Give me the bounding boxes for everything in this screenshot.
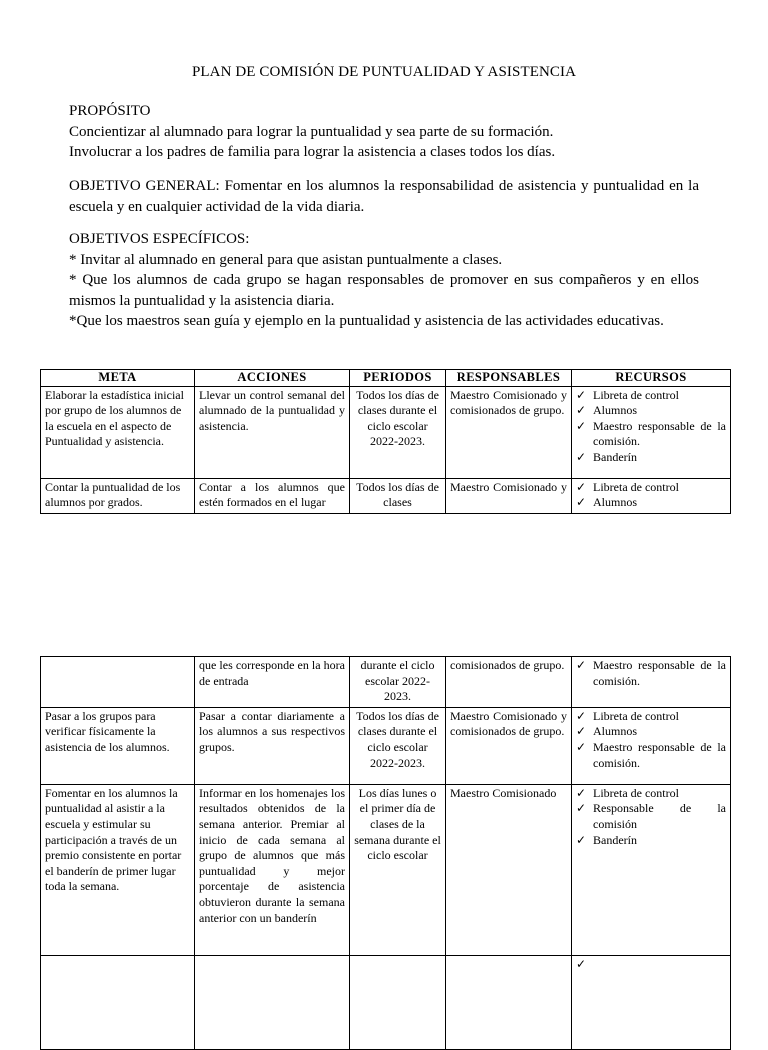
objetivo-especifico-2: * Que los alumnos de cada grupo se hagan responsables de promover en sus compañeros y en ellos mismos la puntualidad y la asistencia diaria.: [69, 272, 699, 309]
recurso-text: Libreta de control: [593, 708, 679, 723]
recurso-text: Libreta de control: [593, 387, 679, 402]
cell-acciones: que les corresponde en la hora de entrada: [195, 657, 350, 708]
cell-acciones: Informar en los homenajes los resultados obtenidos de la semana anterior. Premiar al inicio de cada semana al grupo de alumnos que más puntualidad y mejor porcentaje de asistencia obtuvieron durante la semana anterior con un banderín: [195, 784, 350, 955]
plan-table-page-1: [40, 369, 731, 514]
cell-recursos: [572, 955, 731, 1049]
recurso-item: [576, 495, 726, 511]
proposito-line-2: Involucrar a los padres de familia para lograr la asistencia a clases todos los días.: [69, 144, 556, 160]
document-title: PLAN DE COMISIÓN DE PUNTUALIDAD Y ASISTENCIA: [191, 64, 577, 80]
plan-table-page-2: [40, 656, 731, 1050]
cell-meta: Contar la puntualidad de los alumnos por grados.: [41, 478, 195, 513]
check-icon: ✓: [576, 658, 587, 672]
recursos-list: [576, 786, 726, 848]
cell-responsables: [446, 955, 572, 1049]
cell-acciones: Contar a los alumnos que estén formados en el lugar: [195, 478, 350, 513]
recurso-item: [576, 403, 726, 419]
cell-meta: [41, 955, 195, 1049]
cell-meta: Elaborar la estadística inicial por grupo de los alumnos de la escuela en el aspecto de Puntualidad y asistencia.: [41, 386, 195, 478]
recurso-text: Banderín: [593, 832, 637, 847]
check-icon: ✓: [576, 785, 587, 800]
check-icon: ✓: [576, 418, 587, 433]
cell-periodos: Todos los días de clases durante el ciclo escolar 2022-2023.: [350, 386, 446, 478]
recurso-text: Maestro responsable de la comisión.: [593, 418, 726, 449]
recurso-item: [576, 388, 726, 404]
recurso-item: [576, 724, 726, 740]
cell-responsables: Maestro Comisionado y: [446, 478, 572, 513]
check-icon: ✓: [576, 449, 587, 464]
recurso-item: [576, 480, 726, 496]
check-icon: ✓: [576, 739, 587, 754]
table-row: [41, 386, 731, 478]
check-icon: ✓: [576, 403, 587, 418]
recurso-item: [576, 833, 726, 849]
recurso-text: Alumnos: [593, 403, 638, 418]
cell-acciones: [195, 955, 350, 1049]
cell-recursos: [572, 657, 731, 708]
recursos-list: [576, 658, 726, 689]
header-responsables: RESPONSABLES: [446, 370, 572, 387]
recurso-text: Libreta de control: [593, 785, 679, 800]
objetivo-general-section: [69, 176, 699, 217]
recurso-item: [576, 450, 726, 466]
check-icon: ✓: [576, 479, 587, 494]
proposito-line-1: Concientizar al alumnado para lograr la puntualidad y sea parte de su formación.: [69, 123, 554, 140]
table-row: [41, 657, 731, 708]
cell-recursos: [572, 386, 731, 478]
recurso-item: [576, 709, 726, 725]
recurso-text: Alumnos: [593, 495, 638, 510]
recurso-text: Maestro responsable de la comisión.: [593, 658, 726, 688]
header-meta: META: [41, 370, 195, 387]
cell-periodos: durante el ciclo escolar 2022-2023.: [350, 657, 446, 708]
recurso-text: Libreta de control: [593, 479, 679, 494]
recurso-text: Responsable de la comisión: [593, 801, 726, 831]
cell-meta: [41, 657, 195, 708]
table-row: [41, 707, 731, 784]
table-header-row: [41, 370, 731, 387]
recurso-item: [576, 658, 726, 689]
cell-periodos: Todos los días de clases: [350, 478, 446, 513]
table-row: [41, 955, 731, 1049]
objetivo-general-text: OBJETIVO GENERAL: Fomentar en los alumnos la responsabilidad de asistencia y puntualidad en la escuela y en cualquier actividad de la vida diaria.: [69, 178, 699, 215]
check-icon: ✓: [576, 724, 587, 739]
recurso-item: [576, 740, 726, 771]
recurso-text: Alumnos: [593, 724, 638, 739]
recurso-item: [576, 786, 726, 802]
cell-responsables: Maestro Comisionado: [446, 784, 572, 955]
objetivos-especificos-section: [69, 229, 699, 332]
cell-meta: Pasar a los grupos para verificar físicamente la asistencia de los alumnos.: [41, 707, 195, 784]
recurso-text: Maestro responsable de la comisión.: [593, 739, 726, 770]
cell-responsables: Maestro Comisionado y comisionados de grupo.: [446, 386, 572, 478]
cell-recursos: [572, 707, 731, 784]
check-icon: ✓: [576, 708, 587, 723]
objetivo-especifico-1: * Invitar al alumnado en general para que asistan puntualmente a clases.: [69, 251, 503, 268]
check-icon: ✓: [576, 956, 587, 971]
recursos-list: [576, 388, 726, 466]
recurso-text: Banderín: [593, 449, 637, 464]
cell-responsables: comisionados de grupo.: [446, 657, 572, 708]
check-icon: ✓: [576, 832, 587, 847]
recurso-item: [576, 801, 726, 832]
cell-recursos: [572, 784, 731, 955]
check-icon: ✓: [576, 387, 587, 402]
check-icon: ✓: [576, 495, 587, 510]
cell-acciones: Pasar a contar diariamente a los alumnos a sus respectivos grupos.: [195, 707, 350, 784]
objetivo-especifico-3: *Que los maestros sean guía y ejemplo en la puntualidad y asistencia de las actividades educativas.: [69, 313, 664, 329]
recurso-item: [576, 419, 726, 450]
objetivos-especificos-heading: OBJETIVOS ESPECÍFICOS:: [69, 231, 250, 247]
recursos-list: [576, 709, 726, 771]
cell-periodos: [350, 955, 446, 1049]
cell-responsables: Maestro Comisionado y comisionados de grupo.: [446, 707, 572, 784]
header-periodos: PERIODOS: [350, 370, 446, 387]
table-row: [41, 478, 731, 513]
proposito-heading: PROPÓSITO: [69, 103, 151, 119]
header-acciones: ACCIONES: [195, 370, 350, 387]
recursos-list: [576, 480, 726, 511]
cell-acciones: Llevar un control semanal del alumnado de la puntualidad y asistencia.: [195, 386, 350, 478]
proposito-section: [69, 101, 699, 163]
cell-recursos: [572, 478, 731, 513]
header-recursos: RECURSOS: [572, 370, 731, 387]
cell-periodos: Todos los días de clases durante el ciclo escolar 2022-2023.: [350, 707, 446, 784]
check-icon: ✓: [576, 801, 587, 816]
cell-periodos: Los días lunes o el primer día de clases de la semana durante el ciclo escolar: [350, 784, 446, 955]
cell-meta: Fomentar en los alumnos la puntualidad al asistir a la escuela y estimular su participación a través de un premio consistente en portar el banderín de primer lugar toda la semana.: [41, 784, 195, 955]
table-row: [41, 784, 731, 955]
